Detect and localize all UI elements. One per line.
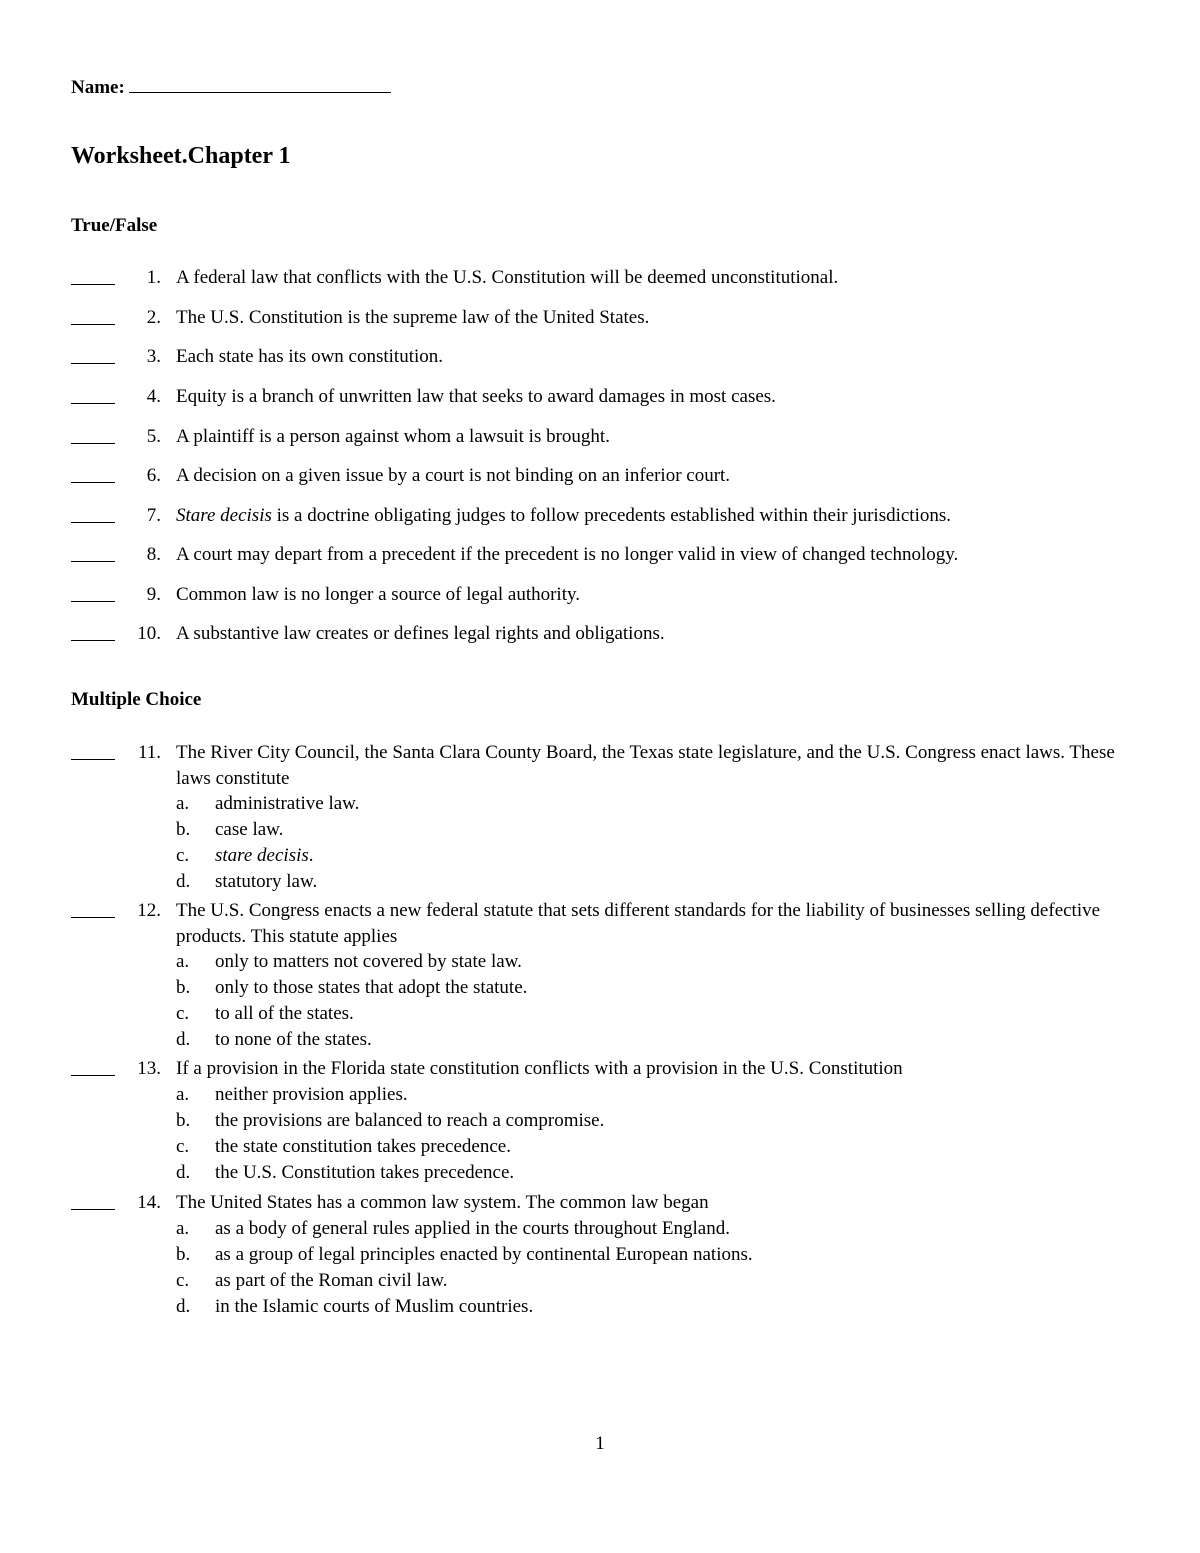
- question-text: A federal law that conflicts with the U.S. Constitution will be deemed unconstitutional.: [176, 267, 839, 288]
- question-number: 10.: [137, 623, 161, 644]
- choice-list: [176, 949, 1131, 1053]
- tf-question-1: [71, 265, 1131, 291]
- choice-letter: c.: [176, 1269, 190, 1291]
- choice-letter: b.: [176, 1109, 191, 1131]
- question-text: If a provision in the Florida state constitution conflicts with a provision in the U.S. Constitution: [176, 1058, 903, 1079]
- mc-question-12: [71, 898, 1131, 1053]
- question-text: The River City Council, the Santa Clara County Board, the Texas state legislature, and the U.S. Congress enact laws. These laws constitute: [176, 742, 1115, 789]
- mc-question-11: [71, 740, 1131, 895]
- question-text: A substantive law creates or defines legal rights and obligations.: [176, 623, 665, 644]
- answer-blank[interactable]: [71, 403, 115, 404]
- answer-blank[interactable]: [71, 284, 115, 285]
- choice-text: the U.S. Constitution takes precedence.: [215, 1161, 515, 1183]
- tf-question-7: [71, 503, 1131, 529]
- answer-blank[interactable]: [71, 482, 115, 483]
- answer-blank[interactable]: [71, 1209, 115, 1210]
- choice-item: [176, 1160, 1131, 1186]
- choice-list: [176, 791, 1131, 895]
- choice-letter: a.: [176, 793, 190, 814]
- name-label: Name:: [71, 77, 125, 98]
- choice-item: [176, 1134, 1131, 1160]
- choice-item: [176, 1108, 1131, 1134]
- tf-question-2: [71, 305, 1131, 331]
- tf-question-3: [71, 344, 1131, 370]
- choice-item: [176, 869, 1131, 895]
- choice-letter: b.: [176, 819, 191, 840]
- choice-item: [176, 791, 1131, 817]
- question-text: The United States has a common law system. The common law began: [176, 1192, 709, 1213]
- question-text: A court may depart from a precedent if the precedent is no longer valid in view of changed technology.: [176, 544, 959, 565]
- choice-letter: b.: [176, 1243, 191, 1265]
- question-number: 11.: [137, 742, 161, 763]
- question-text: [176, 503, 1131, 529]
- question-number: 13.: [137, 1058, 161, 1079]
- choice-text: administrative law.: [215, 793, 360, 814]
- section-heading-true-false: True/False: [71, 215, 158, 236]
- choice-text-rest: .: [308, 845, 314, 866]
- choice-item: [176, 1082, 1131, 1108]
- question-text-italic: Stare decisis: [176, 505, 272, 526]
- choice-letter: d.: [176, 871, 191, 892]
- choice-letter: d.: [176, 1161, 191, 1183]
- choice-letter: c.: [176, 1135, 190, 1157]
- question-text: A decision on a given issue by a court is not binding on an inferior court.: [176, 465, 731, 486]
- choice-item: [176, 817, 1131, 843]
- answer-blank[interactable]: [71, 759, 115, 760]
- question-number: 2.: [146, 307, 161, 328]
- answer-blank[interactable]: [71, 917, 115, 918]
- answer-blank[interactable]: [71, 324, 115, 325]
- choice-letter: c.: [176, 845, 190, 866]
- choice-item: [176, 1242, 1131, 1268]
- answer-blank[interactable]: [71, 363, 115, 364]
- question-number: 5.: [146, 426, 161, 447]
- answer-blank[interactable]: [71, 1075, 115, 1076]
- question-text: Common law is no longer a source of legal authority.: [176, 584, 581, 605]
- tf-question-4: [71, 384, 1131, 410]
- mc-question-13: [71, 1056, 1131, 1186]
- question-text: The U.S. Constitution is the supreme law of the United States.: [176, 307, 650, 328]
- choice-letter: c.: [176, 1003, 190, 1024]
- question-text: Equity is a branch of unwritten law that seeks to award damages in most cases.: [176, 386, 776, 407]
- question-number: 3.: [146, 346, 161, 367]
- choice-item: [176, 1001, 1131, 1027]
- page-number: 1: [595, 1433, 605, 1454]
- choice-text-italic: stare decisis: [215, 845, 309, 866]
- mc-question-14: [71, 1190, 1131, 1320]
- question-text: A plaintiff is a person against whom a lawsuit is brought.: [176, 426, 610, 447]
- question-number: 4.: [146, 386, 161, 407]
- question-number: 6.: [146, 465, 161, 486]
- choice-item: [176, 949, 1131, 975]
- choice-list: [176, 1082, 1131, 1186]
- answer-blank[interactable]: [71, 443, 115, 444]
- choice-text: only to those states that adopt the statute.: [215, 977, 528, 998]
- choice-letter: a.: [176, 1217, 190, 1239]
- question-text-rest: is a doctrine obligating judges to follow precedents established within their jurisdictions.: [271, 505, 951, 526]
- choice-letter: d.: [176, 1295, 191, 1317]
- choice-text: as a group of legal principles enacted by continental European nations.: [215, 1243, 753, 1265]
- choice-text: neither provision applies.: [215, 1083, 408, 1105]
- name-blank-line[interactable]: [129, 74, 391, 93]
- question-number: 9.: [146, 584, 161, 605]
- choice-item: [176, 1216, 1131, 1242]
- choice-letter: b.: [176, 977, 191, 998]
- answer-blank[interactable]: [71, 522, 115, 523]
- tf-question-6: [71, 463, 1131, 489]
- choice-text: the state constitution takes precedence.: [215, 1135, 511, 1157]
- choice-letter: a.: [176, 1083, 190, 1105]
- choice-item: [176, 1294, 1131, 1320]
- question-number: 14.: [137, 1192, 161, 1213]
- choice-list: [176, 1216, 1131, 1320]
- tf-question-5: [71, 424, 1131, 450]
- page-title: Worksheet.Chapter 1: [71, 143, 291, 169]
- choice-text: to all of the states.: [215, 1003, 354, 1024]
- choice-text: case law.: [215, 819, 284, 840]
- question-text: Each state has its own constitution.: [176, 346, 444, 367]
- choice-text: in the Islamic courts of Muslim countries.: [215, 1295, 534, 1317]
- tf-question-8: [71, 542, 1131, 568]
- choice-item: [176, 1268, 1131, 1294]
- choice-item: [176, 975, 1131, 1001]
- question-number: 7.: [146, 505, 161, 526]
- answer-blank[interactable]: [71, 561, 115, 562]
- choice-text: as part of the Roman civil law.: [215, 1269, 448, 1291]
- question-number: 8.: [146, 544, 161, 565]
- question-text: The U.S. Congress enacts a new federal statute that sets different standards for the liability of businesses selling defective products. This statute applies: [176, 900, 1101, 947]
- answer-blank[interactable]: [71, 601, 115, 602]
- choice-text: the provisions are balanced to reach a compromise.: [215, 1109, 605, 1131]
- name-field-row: [71, 74, 391, 99]
- section-heading-multiple-choice: Multiple Choice: [71, 689, 202, 710]
- choice-text: [215, 843, 1131, 869]
- choice-letter: a.: [176, 951, 190, 972]
- question-number: 1.: [146, 267, 161, 288]
- choice-text: only to matters not covered by state law.: [215, 951, 522, 972]
- choice-text: as a body of general rules applied in the courts throughout England.: [215, 1217, 730, 1239]
- choice-item: [176, 1027, 1131, 1053]
- tf-question-9: [71, 582, 1131, 608]
- choice-letter: d.: [176, 1029, 191, 1050]
- question-number: 12.: [137, 900, 161, 921]
- answer-blank[interactable]: [71, 640, 115, 641]
- choice-text: to none of the states.: [215, 1029, 372, 1050]
- tf-question-10: [71, 621, 1131, 647]
- choice-text: statutory law.: [215, 871, 318, 892]
- choice-item: [176, 843, 1131, 869]
